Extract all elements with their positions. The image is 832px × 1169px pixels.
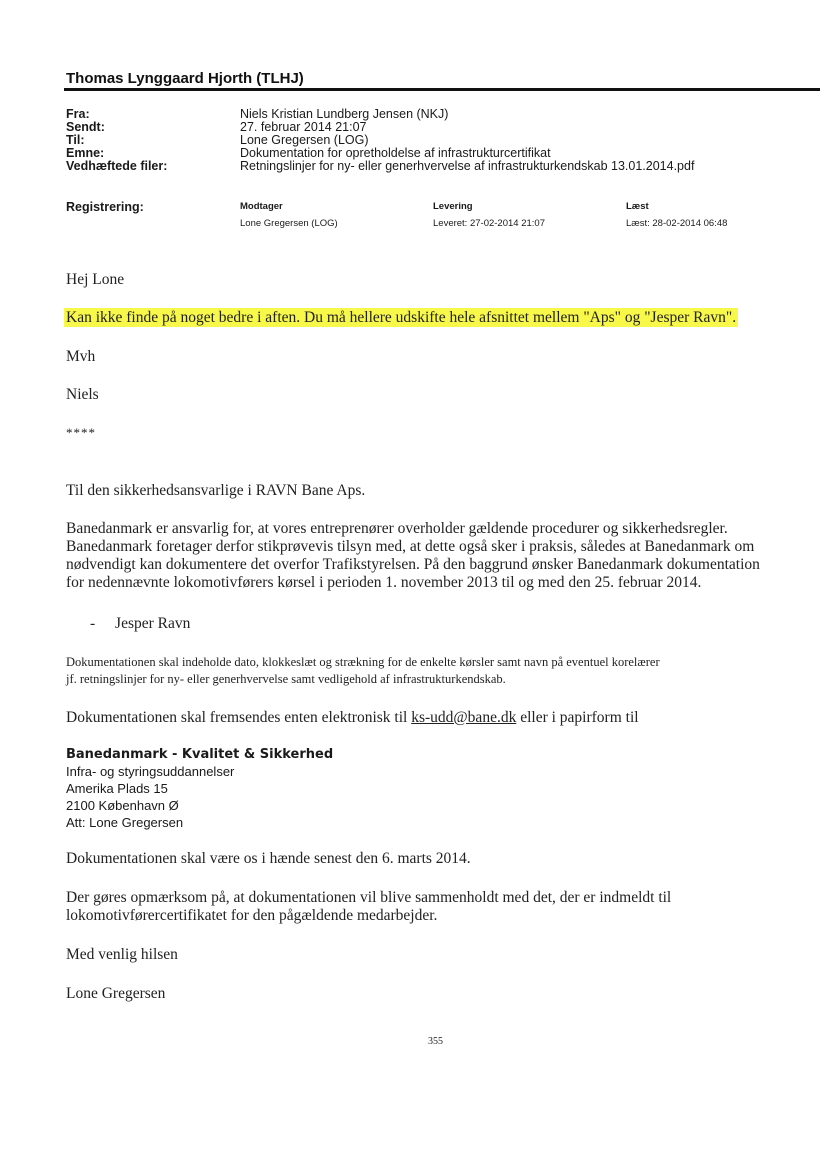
list-item-text: Jesper Ravn [115, 615, 191, 632]
list-item [90, 615, 190, 633]
registration-header: Modtager [240, 201, 283, 212]
reply-closing: Mvh [66, 348, 96, 365]
list-bullet: - [90, 615, 96, 632]
paragraph-line: Dokumentationen skal indeholde dato, klokkeslæt og strækning for de enkelte kørsler samt navn på eventuel korelærer [66, 655, 660, 669]
page-number: 355 [428, 1036, 443, 1047]
registration-delivery [433, 198, 545, 232]
salutation: Til den sikkerhedsansvarlige i RAVN Bane Aps. [66, 482, 366, 499]
address-line: Infra- og styringsuddannelser [66, 764, 235, 779]
registration-header: Læst [626, 201, 649, 212]
paragraph-text: eller i papirform til [516, 709, 639, 726]
paragraph-1 [66, 520, 760, 592]
registration-value: Læst: 28-02-2014 06:48 [626, 218, 728, 229]
field-from [66, 108, 766, 121]
reply-greeting: Hej Lone [66, 271, 125, 288]
page-title: Thomas Lynggaard Hjorth (TLHJ) [66, 70, 304, 87]
attachment-filename: Retningslinjer for ny- eller generhvervelse af infrastrukturkendskab 13.01.2014.pdf [240, 159, 695, 173]
paragraph-3 [66, 709, 639, 727]
registration-header: Levering [433, 201, 473, 212]
paragraph-line: jf. retningslinjer for ny- eller generhvervelse samt vedligehold af infrastrukturkendskab. [66, 672, 506, 686]
field-sent [66, 121, 766, 134]
closing: Med venlig hilsen [66, 946, 178, 963]
paragraph-line: for nedennævnte lokomotivførers kørsel i perioden 1. november 2013 til og med den 25. februar 2014. [66, 574, 702, 591]
paragraph-text: Dokumentationen skal fremsendes enten elektronisk til [66, 709, 412, 726]
paragraph-line: nødvendigt kan dokumentere det overfor Trafikstyrelsen. På den baggrund ønsker Banedanmark dokumentation [66, 556, 760, 573]
paragraph-4 [66, 889, 671, 925]
deadline: Dokumentationen skal være os i hænde senest den 6. marts 2014. [66, 850, 471, 867]
address-line: Amerika Plads 15 [66, 781, 168, 796]
field-label: Emne: [66, 146, 105, 160]
address-line: Att: Lone Gregersen [66, 815, 184, 830]
registration-value: Leveret: 27-02-2014 21:07 [433, 218, 545, 229]
field-value: Niels Kristian Lundberg Jensen (NKJ) [240, 107, 449, 121]
title-divider [64, 88, 820, 91]
postal-address [66, 746, 333, 831]
field-attachments [66, 160, 766, 173]
field-value: Dokumentation for opretholdelse af infrastrukturcertifikat [240, 146, 551, 160]
sender-name: Lone Gregersen [66, 985, 166, 1002]
paragraph-line: Banedanmark foretager derfor stikprøvevis tilsyn med, at dette også sker i praksis, således at Banedanmark om [66, 538, 755, 555]
address-line: 2100 København Ø [66, 798, 179, 813]
highlight-span: Kan ikke finde på noget bedre i aften. Du må hellere udskifte hele afsnittet mellem "Aps" og "Jesper Ravn". [66, 309, 737, 326]
paragraph-line: Der gøres opmærksom på, at dokumentationen vil blive sammenholdt med det, der er indmeldt til [66, 889, 672, 906]
field-label: Fra: [66, 107, 90, 121]
paragraph-2 [66, 654, 660, 688]
reply-signature: Niels [66, 386, 99, 403]
paragraph-line: lokomotivførercertifikatet for den pågældende medarbejder. [66, 907, 438, 924]
registration-recipient [240, 198, 338, 232]
field-label: Sendt: [66, 120, 105, 134]
address-org: Banedanmark - Kvalitet & Sikkerhed [66, 747, 334, 762]
registration-read [626, 198, 727, 232]
paragraph-line: Banedanmark er ansvarlig for, at vores entreprenører overholder gældende procedurer og sikkerhedsregler. [66, 520, 728, 537]
separator: **** [66, 425, 96, 440]
field-value: Lone Gregersen (LOG) [240, 133, 369, 147]
field-label: Til: [66, 133, 85, 147]
email-link[interactable]: ks-udd@bane.dk [411, 709, 517, 726]
registration-value: Lone Gregersen (LOG) [240, 218, 338, 229]
reply-highlighted-text [66, 309, 738, 327]
field-value: 27. februar 2014 21:07 [240, 120, 367, 134]
registration-label: Registrering: [66, 200, 144, 214]
field-label: Vedhæftede filer: [66, 159, 168, 173]
